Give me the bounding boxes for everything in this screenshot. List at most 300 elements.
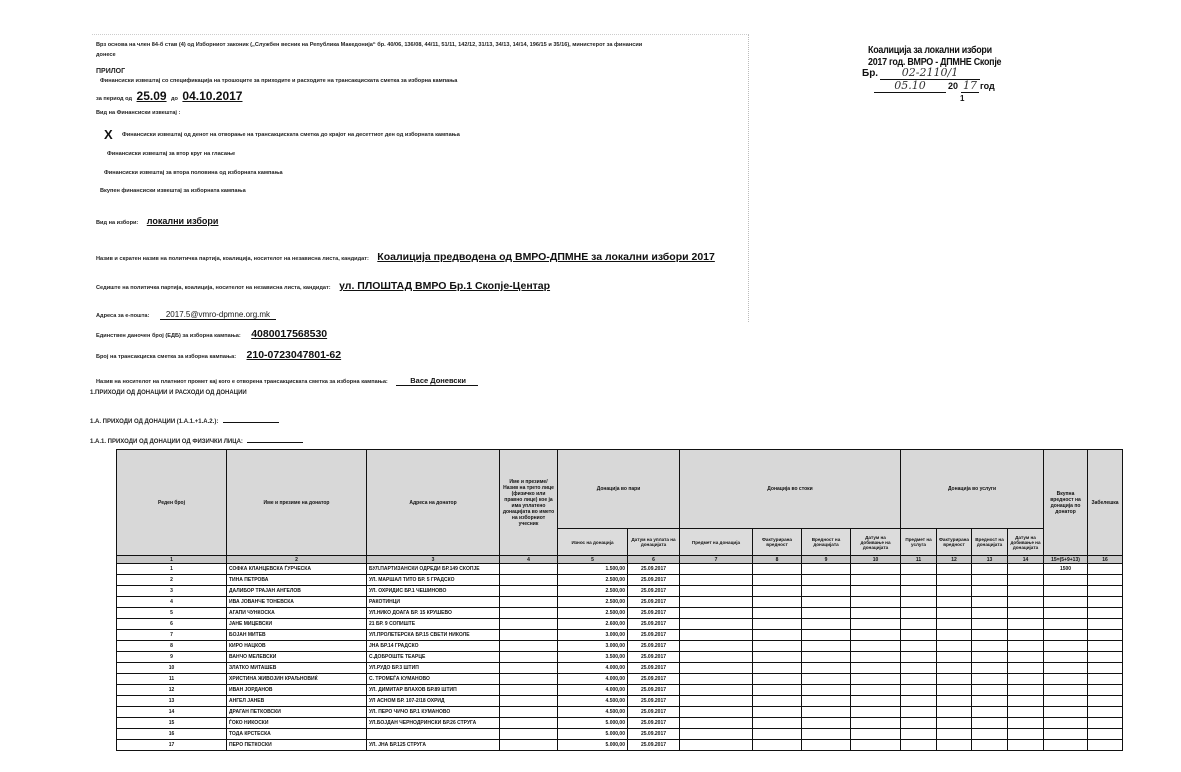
- cash-date-cell: 25.09.2017: [628, 707, 680, 718]
- cash-amount-cell: 2.500,00: [558, 586, 628, 597]
- goods-date-cell: [851, 564, 901, 575]
- third-party-cell: [500, 575, 558, 586]
- table-row: [117, 740, 1123, 751]
- cash-amount-cell: 1.500,00: [558, 564, 628, 575]
- donor-name-cell: ЈАНЕ МИЦЕВСКИ: [227, 619, 367, 630]
- row-number: 14: [117, 707, 227, 718]
- total-cell: [1044, 641, 1088, 652]
- stamp-number-label: Бр.: [862, 68, 879, 79]
- donor-name-cell: ИВАН ЈОРДАНОВ: [227, 685, 367, 696]
- goods-invoiced-cell: [753, 652, 802, 663]
- period-to: 04.10.2017: [182, 89, 243, 103]
- services-subject-cell: [901, 729, 937, 740]
- services-date-cell: [1008, 663, 1044, 674]
- cash-amount-cell: 3.500,00: [558, 652, 628, 663]
- goods-date-cell: [851, 663, 901, 674]
- legal-basis-cont: донесе: [96, 52, 116, 58]
- stamp-line-2: 2017 год. ВМРО - ДПМНЕ Скопје: [868, 56, 1002, 68]
- services-invoiced-cell: [937, 729, 972, 740]
- note-cell: [1088, 630, 1123, 641]
- cash-amount-cell: 3.000,00: [558, 641, 628, 652]
- note-cell: [1088, 740, 1123, 751]
- goods-invoiced-cell: [753, 608, 802, 619]
- cash-amount-cell: 5.000,00: [558, 729, 628, 740]
- row-number: 11: [117, 674, 227, 685]
- seat-value: ул. ПЛОШТАД ВМРО Бр.1 Скопје-Центар: [339, 280, 551, 292]
- goods-value-cell: [802, 597, 851, 608]
- stamp-year-value: 17: [963, 79, 977, 92]
- goods-subject-cell: [680, 564, 753, 575]
- donor-address-cell: УЛ. ОХРИДИС БР.1 ЧЕШИНОВО: [367, 586, 500, 597]
- total-cell: [1044, 575, 1088, 586]
- column-number: 13: [972, 556, 1008, 564]
- donor-address-cell: УЛ. ПЕРО ЧИЧО БР.1 КУМАНОВО: [367, 707, 500, 718]
- donor-address-cell: УЛ АСНОМ БР. 107-2/18 ОХРИД: [367, 696, 500, 707]
- table-row: [117, 685, 1123, 696]
- services-invoiced-cell: [937, 619, 972, 630]
- donor-address-cell: 21 БР. 9 СОПИШТЕ: [367, 619, 500, 630]
- total-cell: [1044, 718, 1088, 729]
- donor-name-cell: ЗЛАТКО МИТАШЕВ: [227, 663, 367, 674]
- sub-header-goods-value: Вредност на донацијата: [802, 529, 851, 556]
- donor-address-cell: УЛ.ПРОЛЕТЕРСКА БР.15 СВЕТИ НИКОЛЕ: [367, 630, 500, 641]
- account-label: Број на трансакциска сметка за изборна кампања:: [96, 354, 237, 360]
- column-number: 16: [1088, 556, 1123, 564]
- services-subject-cell: [901, 575, 937, 586]
- services-date-cell: [1008, 696, 1044, 707]
- goods-date-cell: [851, 608, 901, 619]
- goods-value-cell: [802, 729, 851, 740]
- cash-amount-cell: 5.000,00: [558, 718, 628, 729]
- table-row: [117, 663, 1123, 674]
- table-row: [117, 564, 1123, 575]
- donations-table: [116, 449, 1123, 751]
- services-subject-cell: [901, 586, 937, 597]
- goods-subject-cell: [680, 641, 753, 652]
- services-date-cell: [1008, 564, 1044, 575]
- cash-amount-cell: 2.500,00: [558, 575, 628, 586]
- donor-name-cell: БОЈАН МИТЕВ: [227, 630, 367, 641]
- email-value: 2017.5@vmro-dpmne.org.mk: [160, 310, 276, 320]
- services-invoiced-cell: [937, 575, 972, 586]
- third-party-cell: [500, 641, 558, 652]
- table-header-row: [117, 450, 1123, 529]
- sub-header-services-date: Датум на добивање на донацијата: [1008, 529, 1044, 556]
- goods-invoiced-cell: [753, 685, 802, 696]
- goods-value-cell: [802, 718, 851, 729]
- total-cell: [1044, 707, 1088, 718]
- donor-address-cell: УЛ.БОЈДАН ЧЕРНОДРИНСКИ БР.26 СТРУГА: [367, 718, 500, 729]
- donor-address-cell: [367, 729, 500, 740]
- row-number: 17: [117, 740, 227, 751]
- report-option-1[interactable]: Финансиски извештај од денот на отворање на трансакциската сметка до крајот на десеттиот ден од изборната кампања: [122, 132, 460, 138]
- annex-title: ПРИЛОГ: [96, 68, 126, 75]
- section-1a-row: [90, 410, 279, 428]
- goods-subject-cell: [680, 696, 753, 707]
- third-party-cell: [500, 729, 558, 740]
- services-value-cell: [972, 564, 1008, 575]
- goods-value-cell: [802, 630, 851, 641]
- goods-subject-cell: [680, 575, 753, 586]
- stamp-date-row: [868, 81, 1038, 94]
- donor-name-cell: СОФКА КЛАНЦЕВСКА ЃУРЧЕСКА: [227, 564, 367, 575]
- note-cell: [1088, 597, 1123, 608]
- row-number: 1: [117, 564, 227, 575]
- goods-invoiced-cell: [753, 564, 802, 575]
- table-row: [117, 707, 1123, 718]
- row-number: 10: [117, 663, 227, 674]
- goods-invoiced-cell: [753, 630, 802, 641]
- stamp-number-value: 02-2110/1: [880, 66, 980, 80]
- election-type-value: локални избори: [146, 216, 219, 226]
- services-date-cell: [1008, 740, 1044, 751]
- legal-basis-text: Врз основа на член 84-б став (4) од Изборниот законик („Службен весник на Република Македонија“ бр. 40/06, 136/08, 44/11, 51/11, 142/12, 31/13, 34/13, 14/14, 196/15 и 35/16), министерот за финансии: [96, 42, 643, 48]
- period-from: 25.09: [136, 89, 167, 103]
- goods-invoiced-cell: [753, 641, 802, 652]
- note-cell: [1088, 729, 1123, 740]
- cash-amount-cell: 2.600,00: [558, 619, 628, 630]
- sub-header-cash-amount: Износ на донација: [558, 529, 628, 556]
- stamp-date-value: 05.10: [874, 79, 946, 93]
- services-invoiced-cell: [937, 608, 972, 619]
- table-row: [117, 729, 1123, 740]
- third-party-cell: [500, 740, 558, 751]
- column-number: 2: [227, 556, 367, 564]
- column-number: 8: [753, 556, 802, 564]
- goods-invoiced-cell: [753, 597, 802, 608]
- sub-header-goods-subject: Предмет на донација: [680, 529, 753, 556]
- total-cell: [1044, 663, 1088, 674]
- donor-name-cell: ДРАГАН ПЕТКОВСКИ: [227, 707, 367, 718]
- goods-date-cell: [851, 696, 901, 707]
- table-row: [117, 619, 1123, 630]
- services-invoiced-cell: [937, 652, 972, 663]
- report-option-3[interactable]: Финансиски извештај за втора половина од изборната кампања: [104, 170, 283, 176]
- services-value-cell: [972, 597, 1008, 608]
- goods-value-cell: [802, 685, 851, 696]
- sub-header-goods-invoiced: Фактурирана вредност: [753, 529, 802, 556]
- goods-invoiced-cell: [753, 707, 802, 718]
- services-date-cell: [1008, 685, 1044, 696]
- services-date-cell: [1008, 729, 1044, 740]
- column-number: 12: [937, 556, 972, 564]
- goods-invoiced-cell: [753, 740, 802, 751]
- section-1-title: 1.ПРИХОДИ ОД ДОНАЦИИ И РАСХОДИ ОД ДОНАЦИИ: [90, 390, 247, 396]
- cash-date-cell: 25.09.2017: [628, 663, 680, 674]
- row-number: 4: [117, 597, 227, 608]
- services-value-cell: [972, 608, 1008, 619]
- section-1a-blank: [223, 422, 279, 423]
- cash-date-cell: 25.09.2017: [628, 575, 680, 586]
- goods-date-cell: [851, 729, 901, 740]
- registration-stamp: [862, 44, 1038, 103]
- goods-invoiced-cell: [753, 718, 802, 729]
- goods-value-cell: [802, 575, 851, 586]
- cash-date-cell: 25.09.2017: [628, 718, 680, 729]
- row-number: 15: [117, 718, 227, 729]
- cash-amount-cell: 5.000,00: [558, 740, 628, 751]
- report-option-4[interactable]: Вкупен финансиски извештај за изборната кампања: [100, 188, 246, 194]
- note-cell: [1088, 641, 1123, 652]
- table-row: [117, 586, 1123, 597]
- goods-value-cell: [802, 707, 851, 718]
- services-invoiced-cell: [937, 696, 972, 707]
- email-row: [96, 304, 276, 322]
- donor-address-cell: С. ТРОМЕЃА КУМАНОВО: [367, 674, 500, 685]
- cash-date-cell: 25.09.2017: [628, 674, 680, 685]
- goods-date-cell: [851, 674, 901, 685]
- donor-address-cell: УЛ. ЈНА БР.125 СТРУГА: [367, 740, 500, 751]
- row-number: 13: [117, 696, 227, 707]
- services-date-cell: [1008, 608, 1044, 619]
- services-value-cell: [972, 740, 1008, 751]
- goods-subject-cell: [680, 630, 753, 641]
- cash-date-cell: 25.09.2017: [628, 586, 680, 597]
- table-row: [117, 641, 1123, 652]
- donor-name-cell: ВАНЧО МЕЛЕВСКИ: [227, 652, 367, 663]
- services-subject-cell: [901, 619, 937, 630]
- third-party-cell: [500, 652, 558, 663]
- services-date-cell: [1008, 674, 1044, 685]
- services-subject-cell: [901, 564, 937, 575]
- note-cell: [1088, 564, 1123, 575]
- tax-label: Единствен даночен број (ЕДБ) за изборна кампања:: [96, 333, 241, 339]
- report-option-2[interactable]: Финансиски извештај за втор круг на гласање: [107, 151, 236, 157]
- goods-invoiced-cell: [753, 663, 802, 674]
- services-subject-cell: [901, 740, 937, 751]
- selected-checkmark-x[interactable]: X: [104, 127, 113, 142]
- cash-date-cell: 25.09.2017: [628, 564, 680, 575]
- goods-date-cell: [851, 641, 901, 652]
- third-party-cell: [500, 608, 558, 619]
- goods-date-cell: [851, 652, 901, 663]
- col-header-services: Донација во услуги: [901, 450, 1044, 529]
- services-value-cell: [972, 718, 1008, 729]
- goods-date-cell: [851, 597, 901, 608]
- third-party-cell: [500, 663, 558, 674]
- bank-value: Васе Доневски: [396, 376, 478, 386]
- row-number: 5: [117, 608, 227, 619]
- third-party-cell: [500, 619, 558, 630]
- table-row: [117, 674, 1123, 685]
- goods-invoiced-cell: [753, 586, 802, 597]
- note-cell: [1088, 674, 1123, 685]
- seat-label: Седиште на политичка партија, коалиција, носителот на независна листа, кандидат:: [96, 285, 331, 291]
- table-body: [117, 564, 1123, 751]
- goods-value-cell: [802, 608, 851, 619]
- tax-value: 4080017568530: [251, 328, 328, 340]
- services-subject-cell: [901, 652, 937, 663]
- account-value: 210-0723047801-62: [246, 349, 342, 361]
- table-row: [117, 718, 1123, 729]
- col-header-donor-name: Име и презиме на донатор: [227, 450, 367, 556]
- total-cell: [1044, 619, 1088, 630]
- note-cell: [1088, 608, 1123, 619]
- note-cell: [1088, 652, 1123, 663]
- services-subject-cell: [901, 641, 937, 652]
- cash-amount-cell: 4.000,00: [558, 685, 628, 696]
- column-number: 6: [628, 556, 680, 564]
- services-date-cell: [1008, 586, 1044, 597]
- cash-amount-cell: 4.000,00: [558, 674, 628, 685]
- goods-subject-cell: [680, 674, 753, 685]
- note-cell: [1088, 663, 1123, 674]
- table-row: [117, 696, 1123, 707]
- services-value-cell: [972, 630, 1008, 641]
- services-value-cell: [972, 663, 1008, 674]
- sub-header-cash-date: Датум на уплата на донацијата: [628, 529, 680, 556]
- goods-subject-cell: [680, 597, 753, 608]
- goods-subject-cell: [680, 652, 753, 663]
- services-date-cell: [1008, 619, 1044, 630]
- donor-name-cell: ЃОКО НИКОСКИ: [227, 718, 367, 729]
- services-invoiced-cell: [937, 685, 972, 696]
- period-line: [96, 87, 242, 105]
- note-cell: [1088, 696, 1123, 707]
- total-cell: [1044, 674, 1088, 685]
- goods-subject-cell: [680, 608, 753, 619]
- row-number: 3: [117, 586, 227, 597]
- services-invoiced-cell: [937, 564, 972, 575]
- section-1a1-blank: [247, 442, 303, 443]
- cash-amount-cell: 4.000,00: [558, 663, 628, 674]
- row-number: 9: [117, 652, 227, 663]
- goods-subject-cell: [680, 586, 753, 597]
- services-subject-cell: [901, 696, 937, 707]
- services-value-cell: [972, 619, 1008, 630]
- services-date-cell: [1008, 718, 1044, 729]
- donor-name-cell: ТИНА ПЕТРОВА: [227, 575, 367, 586]
- third-party-cell: [500, 586, 558, 597]
- sub-header-services-value: Вредност на донацијата: [972, 529, 1008, 556]
- services-invoiced-cell: [937, 718, 972, 729]
- donor-name-cell: АГАПИ ЧУНКОСКА: [227, 608, 367, 619]
- services-invoiced-cell: [937, 597, 972, 608]
- column-number: 5: [558, 556, 628, 564]
- cash-date-cell: 25.09.2017: [628, 641, 680, 652]
- goods-date-cell: [851, 740, 901, 751]
- column-number: 10: [851, 556, 901, 564]
- services-invoiced-cell: [937, 586, 972, 597]
- donor-address-cell: УЛ. МАРШАЛ ТИТО БР. 5 ГРАДСКО: [367, 575, 500, 586]
- goods-subject-cell: [680, 729, 753, 740]
- stamp-line-1: Коалиција за локални избори: [868, 44, 992, 56]
- services-value-cell: [972, 674, 1008, 685]
- party-name-label: Назив и скратен назив на политичка партија, коалиција, носителот на независна листа, кандидат:: [96, 256, 369, 262]
- goods-value-cell: [802, 564, 851, 575]
- row-number: 7: [117, 630, 227, 641]
- col-header-note: Забелешка: [1088, 450, 1123, 556]
- seat-row: [96, 276, 550, 294]
- column-number: 11: [901, 556, 937, 564]
- note-cell: [1088, 718, 1123, 729]
- services-value-cell: [972, 707, 1008, 718]
- services-date-cell: [1008, 641, 1044, 652]
- services-date-cell: [1008, 707, 1044, 718]
- cash-date-cell: 25.09.2017: [628, 652, 680, 663]
- row-number: 16: [117, 729, 227, 740]
- donor-address-cell: УЛ.РУДО БР.3 ШТИП: [367, 663, 500, 674]
- goods-subject-cell: [680, 685, 753, 696]
- cash-date-cell: 25.09.2017: [628, 608, 680, 619]
- goods-invoiced-cell: [753, 674, 802, 685]
- col-header-donor-address: Адреса на донатор: [367, 450, 500, 556]
- services-invoiced-cell: [937, 674, 972, 685]
- third-party-cell: [500, 564, 558, 575]
- services-date-cell: [1008, 630, 1044, 641]
- donor-address-cell: ЈНА БР.14 ГРАДСКО: [367, 641, 500, 652]
- total-cell: 1500: [1044, 564, 1088, 575]
- goods-subject-cell: [680, 740, 753, 751]
- donor-name-cell: ДАЛИБОР ТРАЈАН АНГЕЛОВ: [227, 586, 367, 597]
- total-cell: [1044, 696, 1088, 707]
- donor-name-cell: ХРИСТИНА ЖИВОЈИН КРАЉНОВИЌ: [227, 674, 367, 685]
- tax-row: [96, 324, 327, 342]
- goods-date-cell: [851, 586, 901, 597]
- services-subject-cell: [901, 597, 937, 608]
- section-1a1-title: 1.А.1. ПРИХОДИ ОД ДОНАЦИИ ОД ФИЗИЧКИ ЛИЦА:: [90, 439, 243, 445]
- donor-name-cell: ПЕРО ПЕТКОСКИ: [227, 740, 367, 751]
- section-1a1-row: [90, 430, 303, 448]
- services-subject-cell: [901, 663, 937, 674]
- goods-date-cell: [851, 718, 901, 729]
- row-number: 12: [117, 685, 227, 696]
- cash-date-cell: 25.09.2017: [628, 696, 680, 707]
- third-party-cell: [500, 696, 558, 707]
- donor-name-cell: АНГЕЛ ЈАНЕВ: [227, 696, 367, 707]
- services-date-cell: [1008, 652, 1044, 663]
- note-cell: [1088, 619, 1123, 630]
- column-number: 4: [500, 556, 558, 564]
- total-cell: [1044, 630, 1088, 641]
- row-number: 6: [117, 619, 227, 630]
- third-party-cell: [500, 718, 558, 729]
- election-type-row: [96, 211, 218, 229]
- third-party-cell: [500, 707, 558, 718]
- services-invoiced-cell: [937, 740, 972, 751]
- goods-value-cell: [802, 586, 851, 597]
- goods-value-cell: [802, 674, 851, 685]
- sub-header-services-subject: Предмет на услуга: [901, 529, 937, 556]
- services-date-cell: [1008, 575, 1044, 586]
- stamp-page-number: 1: [960, 94, 965, 103]
- donor-name-cell: КИРО НАЦКОВ: [227, 641, 367, 652]
- report-type-label: Вид на Финансиски извештај :: [96, 110, 181, 116]
- table-row: [117, 652, 1123, 663]
- col-header-total: Вкупна вредност на донација по донатор: [1044, 450, 1088, 556]
- goods-date-cell: [851, 685, 901, 696]
- services-subject-cell: [901, 674, 937, 685]
- goods-subject-cell: [680, 718, 753, 729]
- goods-value-cell: [802, 619, 851, 630]
- sub-header-services-invoiced: Фактурирана вредност: [937, 529, 972, 556]
- note-cell: [1088, 685, 1123, 696]
- cash-amount-cell: 2.500,00: [558, 597, 628, 608]
- cash-amount-cell: 3.000,00: [558, 630, 628, 641]
- total-cell: [1044, 729, 1088, 740]
- column-number: 7: [680, 556, 753, 564]
- cash-amount-cell: 4.500,00: [558, 707, 628, 718]
- bank-label: Назив на носителот на платниот промет кај кого е отворена трансакциската сметка за изборна кампања:: [96, 379, 388, 385]
- services-value-cell: [972, 652, 1008, 663]
- party-name-row: [96, 247, 715, 265]
- third-party-cell: [500, 674, 558, 685]
- stamp-year-prefix: 20: [948, 81, 959, 91]
- services-value-cell: [972, 586, 1008, 597]
- col-header-goods: Донација во стоки: [680, 450, 901, 529]
- bank-row: [96, 370, 478, 388]
- goods-value-cell: [802, 696, 851, 707]
